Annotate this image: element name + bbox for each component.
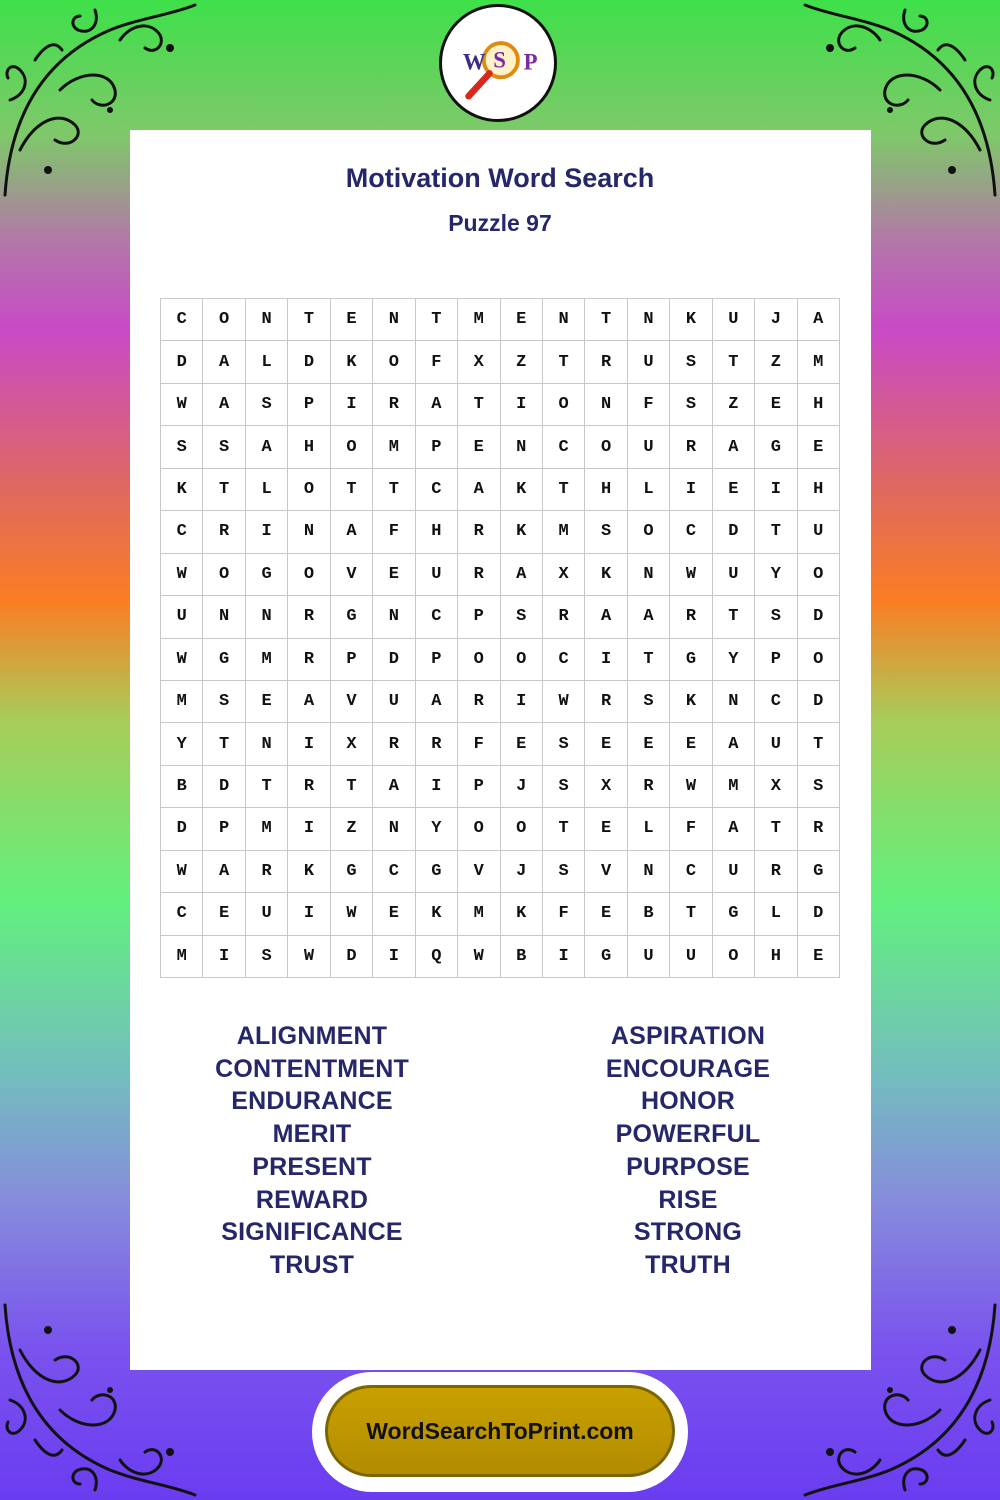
grid-cell[interactable]: T	[543, 808, 585, 850]
grid-cell[interactable]: Z	[755, 341, 797, 383]
grid-cell[interactable]: L	[628, 808, 670, 850]
grid-cell[interactable]: D	[288, 341, 330, 383]
grid-cell[interactable]: E	[755, 384, 797, 426]
grid-cell[interactable]: R	[203, 511, 245, 553]
grid-cell[interactable]: G	[755, 426, 797, 468]
grid-cell[interactable]: U	[628, 426, 670, 468]
grid-cell[interactable]: X	[755, 766, 797, 808]
grid-cell[interactable]: A	[713, 808, 755, 850]
grid-cell[interactable]: T	[203, 469, 245, 511]
grid-cell[interactable]: O	[798, 639, 840, 681]
word-list-item: SIGNIFICANCE	[221, 1218, 403, 1247]
grid-cell[interactable]: G	[331, 851, 373, 893]
grid-cell[interactable]: T	[585, 299, 627, 341]
grid-cell[interactable]: I	[331, 384, 373, 426]
grid-cell[interactable]: O	[458, 639, 500, 681]
website-link-button[interactable]: WordSearchToPrint.com	[325, 1385, 675, 1477]
grid-cell[interactable]: F	[416, 341, 458, 383]
word-list-item: ENCOURAGE	[605, 1054, 771, 1083]
word-list-item: TRUST	[269, 1250, 355, 1279]
grid-cell[interactable]: E	[373, 554, 415, 596]
grid-cell[interactable]: K	[670, 299, 712, 341]
wsp-logo[interactable]	[439, 4, 557, 122]
grid-cell[interactable]: D	[798, 596, 840, 638]
grid-cell[interactable]: B	[628, 893, 670, 935]
grid-cell[interactable]: X	[458, 341, 500, 383]
grid-cell[interactable]: K	[501, 469, 543, 511]
grid-cell[interactable]: S	[246, 384, 288, 426]
grid-cell[interactable]: D	[798, 893, 840, 935]
grid-cell[interactable]: N	[246, 299, 288, 341]
grid-cell[interactable]: R	[246, 851, 288, 893]
grid-cell[interactable]: P	[755, 639, 797, 681]
grid-cell[interactable]: I	[670, 469, 712, 511]
grid-cell[interactable]: A	[288, 681, 330, 723]
grid-cell[interactable]: T	[458, 384, 500, 426]
grid-cell[interactable]: G	[798, 851, 840, 893]
grid-cell[interactable]: N	[246, 723, 288, 765]
grid-cell[interactable]: S	[798, 766, 840, 808]
grid-cell[interactable]: A	[628, 596, 670, 638]
grid-cell[interactable]: N	[585, 384, 627, 426]
grid-cell[interactable]: M	[246, 639, 288, 681]
grid-cell[interactable]: E	[585, 893, 627, 935]
grid-cell[interactable]: T	[203, 723, 245, 765]
grid-cell[interactable]: T	[288, 299, 330, 341]
grid-cell[interactable]: R	[670, 426, 712, 468]
grid-cell[interactable]: D	[331, 936, 373, 978]
grid-cell[interactable]: T	[416, 299, 458, 341]
grid-cell[interactable]: W	[543, 681, 585, 723]
grid-cell[interactable]: A	[416, 681, 458, 723]
grid-cell[interactable]: D	[203, 766, 245, 808]
grid-cell[interactable]: E	[458, 426, 500, 468]
grid-cell[interactable]: S	[203, 681, 245, 723]
grid-cell[interactable]: N	[543, 299, 585, 341]
grid-cell[interactable]: S	[543, 766, 585, 808]
grid-cell[interactable]: K	[161, 469, 203, 511]
grid-cell[interactable]: P	[458, 766, 500, 808]
grid-cell[interactable]: N	[628, 554, 670, 596]
word-list-item: CONTENTMENT	[215, 1054, 409, 1083]
word-list-item: ASPIRATION	[610, 1022, 766, 1050]
grid-cell[interactable]: W	[458, 936, 500, 978]
grid-cell[interactable]: P	[331, 639, 373, 681]
grid-cell[interactable]: H	[798, 384, 840, 426]
grid-cell[interactable]: U	[713, 851, 755, 893]
grid-cell[interactable]: C	[161, 299, 203, 341]
grid-cell[interactable]: F	[458, 723, 500, 765]
logo-letter-s: S	[493, 47, 506, 73]
grid-cell[interactable]: R	[458, 681, 500, 723]
grid-cell[interactable]: V	[331, 554, 373, 596]
grid-cell[interactable]: G	[713, 893, 755, 935]
grid-cell[interactable]: M	[458, 893, 500, 935]
grid-cell[interactable]: R	[585, 341, 627, 383]
grid-cell[interactable]: M	[458, 299, 500, 341]
grid-cell[interactable]: M	[246, 808, 288, 850]
puzzle-number: Puzzle 97	[448, 210, 552, 236]
word-list-item: PURPOSE	[626, 1152, 750, 1181]
grid-cell[interactable]: K	[288, 851, 330, 893]
grid-cell[interactable]: S	[755, 596, 797, 638]
grid-cell[interactable]: O	[458, 808, 500, 850]
grid-cell[interactable]: Q	[416, 936, 458, 978]
grid-cell[interactable]: H	[585, 469, 627, 511]
grid-cell[interactable]: R	[458, 554, 500, 596]
page-title: Motivation Word Search	[345, 163, 655, 193]
grid-cell[interactable]: E	[246, 681, 288, 723]
grid-cell[interactable]: T	[713, 596, 755, 638]
grid-cell[interactable]: K	[670, 681, 712, 723]
grid-cell[interactable]: K	[585, 554, 627, 596]
grid-cell[interactable]: N	[373, 808, 415, 850]
grid-cell[interactable]: R	[798, 808, 840, 850]
grid-cell[interactable]: I	[585, 639, 627, 681]
grid-cell[interactable]: O	[543, 384, 585, 426]
grid-cell[interactable]: Z	[331, 808, 373, 850]
word-list-item: RISE	[658, 1185, 718, 1214]
grid-cell[interactable]: F	[628, 384, 670, 426]
grid-cell[interactable]: S	[246, 936, 288, 978]
grid-cell[interactable]: C	[416, 469, 458, 511]
grid-cell[interactable]: T	[713, 341, 755, 383]
word-list-item: ALIGNMENT	[236, 1022, 388, 1050]
grid-cell[interactable]: U	[628, 936, 670, 978]
grid-cell[interactable]: E	[373, 893, 415, 935]
grid-cell[interactable]: U	[246, 893, 288, 935]
grid-cell[interactable]: E	[713, 469, 755, 511]
grid-cell[interactable]: E	[798, 936, 840, 978]
grid-cell[interactable]: X	[585, 766, 627, 808]
grid-cell[interactable]: I	[246, 511, 288, 553]
grid-cell[interactable]: S	[203, 426, 245, 468]
grid-cell[interactable]: C	[543, 639, 585, 681]
grid-cell[interactable]: C	[670, 851, 712, 893]
grid-cell[interactable]: T	[373, 469, 415, 511]
grid-cell[interactable]: U	[416, 554, 458, 596]
letter-grid[interactable]	[160, 298, 840, 978]
grid-cell[interactable]: W	[161, 384, 203, 426]
grid-cell[interactable]: O	[628, 511, 670, 553]
grid-cell[interactable]: A	[458, 469, 500, 511]
grid-cell[interactable]: Y	[416, 808, 458, 850]
grid-cell[interactable]: H	[798, 469, 840, 511]
grid-cell[interactable]: A	[585, 596, 627, 638]
grid-cell[interactable]: O	[203, 299, 245, 341]
grid-cell[interactable]: X	[331, 723, 373, 765]
grid-cell[interactable]: X	[543, 554, 585, 596]
grid-cell[interactable]: A	[203, 341, 245, 383]
grid-cell[interactable]: M	[713, 766, 755, 808]
grid-cell[interactable]: R	[373, 384, 415, 426]
grid-cell[interactable]: R	[755, 851, 797, 893]
grid-cell[interactable]: L	[246, 469, 288, 511]
grid-cell[interactable]: O	[585, 426, 627, 468]
grid-cell[interactable]: T	[543, 469, 585, 511]
word-list-item: POWERFUL	[615, 1120, 761, 1149]
grid-cell[interactable]: C	[161, 893, 203, 935]
grid-cell[interactable]: A	[501, 554, 543, 596]
grid-cell[interactable]: O	[288, 469, 330, 511]
grid-cell[interactable]: C	[161, 511, 203, 553]
grid-cell[interactable]: S	[543, 723, 585, 765]
grid-cell[interactable]: S	[670, 341, 712, 383]
grid-cell[interactable]: O	[203, 554, 245, 596]
word-list-item: TRUTH	[645, 1250, 731, 1279]
grid-cell[interactable]: I	[416, 766, 458, 808]
grid-cell[interactable]: W	[161, 851, 203, 893]
grid-cell[interactable]: N	[203, 596, 245, 638]
grid-cell[interactable]: U	[628, 341, 670, 383]
grid-cell[interactable]: Z	[713, 384, 755, 426]
grid-cell[interactable]: N	[501, 426, 543, 468]
grid-cell[interactable]: G	[416, 851, 458, 893]
grid-cell[interactable]: O	[288, 554, 330, 596]
grid-cell[interactable]: T	[628, 639, 670, 681]
grid-cell[interactable]: E	[628, 723, 670, 765]
grid-cell[interactable]: K	[331, 341, 373, 383]
grid-cell[interactable]: K	[416, 893, 458, 935]
word-list-left	[162, 1020, 462, 1282]
grid-cell[interactable]: M	[373, 426, 415, 468]
grid-cell[interactable]: K	[501, 511, 543, 553]
grid-cell[interactable]: O	[798, 554, 840, 596]
grid-cell[interactable]: I	[288, 893, 330, 935]
grid-cell[interactable]: G	[585, 936, 627, 978]
grid-cell[interactable]: A	[246, 426, 288, 468]
grid-cell[interactable]: I	[203, 936, 245, 978]
grid-cell[interactable]: V	[331, 681, 373, 723]
grid-cell[interactable]: J	[755, 299, 797, 341]
grid-cell[interactable]: P	[203, 808, 245, 850]
grid-cell[interactable]: I	[543, 936, 585, 978]
grid-cell[interactable]: E	[331, 299, 373, 341]
grid-cell[interactable]: R	[288, 596, 330, 638]
grid-cell[interactable]: T	[246, 766, 288, 808]
grid-cell[interactable]: T	[331, 469, 373, 511]
word-list-item: REWARD	[255, 1185, 369, 1214]
grid-cell[interactable]: A	[331, 511, 373, 553]
grid-cell[interactable]: C	[543, 426, 585, 468]
grid-cell[interactable]: Y	[161, 723, 203, 765]
word-list-item: ENDURANCE	[231, 1087, 393, 1116]
grid-cell[interactable]: I	[501, 384, 543, 426]
grid-cell[interactable]: D	[161, 808, 203, 850]
grid-cell[interactable]: O	[373, 341, 415, 383]
grid-cell[interactable]: U	[755, 723, 797, 765]
grid-cell[interactable]: A	[798, 299, 840, 341]
grid-cell[interactable]: V	[585, 851, 627, 893]
grid-cell[interactable]: U	[713, 554, 755, 596]
grid-cell[interactable]: E	[585, 723, 627, 765]
grid-cell[interactable]: T	[670, 893, 712, 935]
word-list-right	[538, 1020, 838, 1282]
grid-cell[interactable]: U	[670, 936, 712, 978]
grid-cell[interactable]: C	[755, 681, 797, 723]
grid-cell[interactable]: N	[628, 851, 670, 893]
grid-cell[interactable]: E	[798, 426, 840, 468]
word-list-item: STRONG	[633, 1218, 743, 1247]
grid-cell[interactable]: P	[288, 384, 330, 426]
grid-cell[interactable]: C	[670, 511, 712, 553]
grid-cell[interactable]: T	[798, 723, 840, 765]
grid-cell[interactable]: F	[543, 893, 585, 935]
grid-cell[interactable]: C	[373, 851, 415, 893]
grid-cell[interactable]: U	[798, 511, 840, 553]
grid-cell[interactable]: O	[501, 639, 543, 681]
grid-cell[interactable]: B	[161, 766, 203, 808]
grid-cell[interactable]: A	[373, 766, 415, 808]
grid-cell[interactable]: O	[713, 936, 755, 978]
grid-cell[interactable]: V	[458, 851, 500, 893]
grid-cell[interactable]: R	[543, 596, 585, 638]
grid-cell[interactable]: D	[161, 341, 203, 383]
grid-cell[interactable]: W	[670, 554, 712, 596]
grid-cell[interactable]: R	[458, 511, 500, 553]
grid-cell[interactable]: Y	[755, 554, 797, 596]
grid-cell[interactable]: T	[331, 766, 373, 808]
grid-cell[interactable]: K	[501, 893, 543, 935]
grid-cell[interactable]: A	[713, 426, 755, 468]
grid-cell[interactable]: E	[585, 808, 627, 850]
grid-cell[interactable]: L	[246, 341, 288, 383]
word-list-item: PRESENT	[252, 1152, 372, 1181]
grid-cell[interactable]: A	[203, 851, 245, 893]
grid-cell[interactable]: R	[628, 766, 670, 808]
grid-cell[interactable]: U	[161, 596, 203, 638]
grid-cell[interactable]: R	[288, 639, 330, 681]
grid-cell[interactable]: G	[203, 639, 245, 681]
grid-cell[interactable]: I	[501, 681, 543, 723]
word-list-item: HONOR	[640, 1087, 736, 1116]
grid-cell[interactable]: L	[755, 893, 797, 935]
grid-cell[interactable]: S	[585, 511, 627, 553]
grid-cell[interactable]: M	[161, 936, 203, 978]
grid-cell[interactable]: A	[713, 723, 755, 765]
grid-cell[interactable]: N	[373, 596, 415, 638]
grid-cell[interactable]: I	[755, 469, 797, 511]
grid-cell[interactable]: Y	[713, 639, 755, 681]
grid-cell[interactable]: N	[246, 596, 288, 638]
grid-cell[interactable]: U	[373, 681, 415, 723]
grid-cell[interactable]: H	[755, 936, 797, 978]
grid-cell[interactable]: I	[288, 723, 330, 765]
grid-cell[interactable]: M	[161, 681, 203, 723]
grid-cell[interactable]: I	[373, 936, 415, 978]
grid-cell[interactable]: R	[288, 766, 330, 808]
grid-cell[interactable]: S	[501, 596, 543, 638]
grid-cell[interactable]: W	[161, 554, 203, 596]
grid-cell[interactable]: U	[713, 299, 755, 341]
grid-cell[interactable]: M	[798, 341, 840, 383]
grid-cell[interactable]: G	[331, 596, 373, 638]
grid-cell[interactable]: N	[713, 681, 755, 723]
grid-cell[interactable]: F	[670, 808, 712, 850]
grid-cell[interactable]: S	[543, 851, 585, 893]
grid-cell[interactable]: T	[755, 511, 797, 553]
grid-cell[interactable]: E	[203, 893, 245, 935]
grid-cell[interactable]: W	[331, 893, 373, 935]
grid-cell[interactable]: A	[416, 384, 458, 426]
grid-cell[interactable]: Z	[501, 341, 543, 383]
grid-cell[interactable]: N	[288, 511, 330, 553]
grid-cell[interactable]: S	[670, 384, 712, 426]
grid-cell[interactable]: T	[543, 341, 585, 383]
grid-cell[interactable]: P	[458, 596, 500, 638]
grid-cell[interactable]: J	[501, 851, 543, 893]
grid-cell[interactable]: I	[288, 808, 330, 850]
grid-cell[interactable]: R	[670, 596, 712, 638]
grid-cell[interactable]: L	[628, 469, 670, 511]
word-list-item: MERIT	[272, 1120, 352, 1149]
grid-cell[interactable]: R	[416, 723, 458, 765]
logo-letter-w: W	[462, 49, 486, 75]
grid-cell[interactable]: O	[331, 426, 373, 468]
grid-cell[interactable]: F	[373, 511, 415, 553]
grid-cell[interactable]: R	[373, 723, 415, 765]
grid-cell[interactable]: H	[416, 511, 458, 553]
grid-cell[interactable]: G	[246, 554, 288, 596]
grid-cell[interactable]: R	[585, 681, 627, 723]
grid-cell[interactable]: D	[373, 639, 415, 681]
grid-cell[interactable]: O	[501, 808, 543, 850]
grid-cell[interactable]: E	[501, 299, 543, 341]
grid-cell[interactable]: T	[755, 808, 797, 850]
grid-cell[interactable]: P	[416, 639, 458, 681]
grid-cell[interactable]: W	[161, 639, 203, 681]
logo-letter-p: P	[523, 49, 538, 75]
grid-cell[interactable]: N	[628, 299, 670, 341]
grid-cell[interactable]: A	[203, 384, 245, 426]
grid-cell[interactable]: G	[670, 639, 712, 681]
grid-cell[interactable]: S	[628, 681, 670, 723]
grid-cell[interactable]: J	[501, 766, 543, 808]
grid-cell[interactable]: E	[501, 723, 543, 765]
grid-cell[interactable]: W	[670, 766, 712, 808]
grid-cell[interactable]: C	[416, 596, 458, 638]
grid-cell[interactable]: P	[416, 426, 458, 468]
grid-cell[interactable]: D	[713, 511, 755, 553]
grid-cell[interactable]: W	[288, 936, 330, 978]
grid-cell[interactable]: E	[670, 723, 712, 765]
grid-cell[interactable]: S	[161, 426, 203, 468]
grid-cell[interactable]: M	[543, 511, 585, 553]
grid-cell[interactable]: B	[501, 936, 543, 978]
grid-cell[interactable]: D	[798, 681, 840, 723]
grid-cell[interactable]: N	[373, 299, 415, 341]
grid-cell[interactable]: H	[288, 426, 330, 468]
